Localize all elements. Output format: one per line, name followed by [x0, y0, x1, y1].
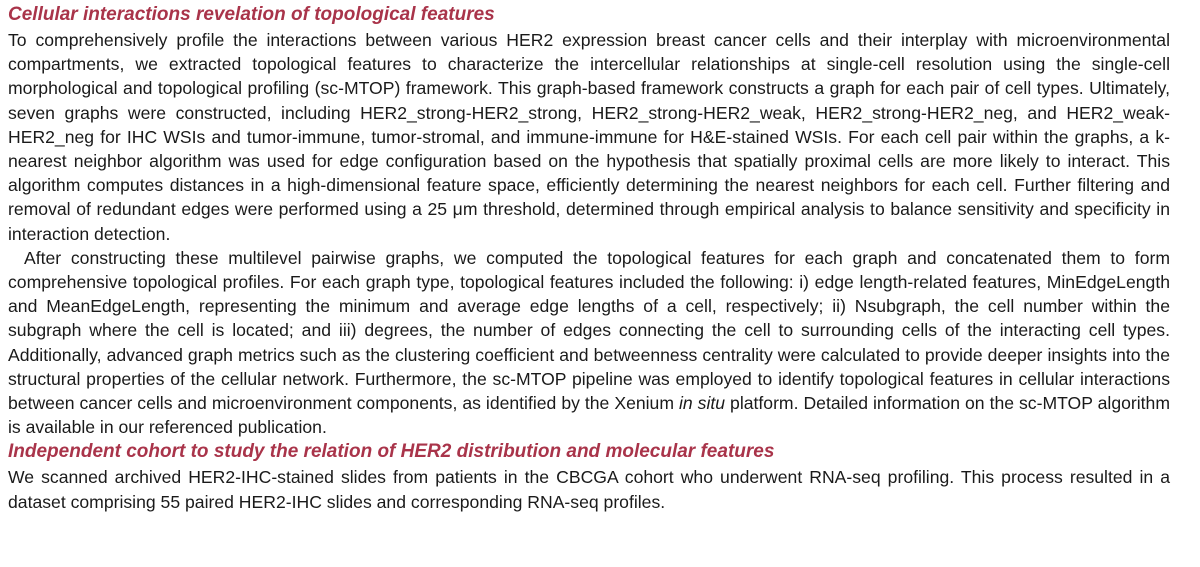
section-heading-independent-cohort: Independent cohort to study the relation of HER2 distribution and molecular features — [8, 441, 775, 463]
italic-in-situ: in situ — [678, 393, 726, 414]
paragraph-text-after-italic: platform. Detailed information on the sc-MTOP algorithm is available in our referenced publication. — [8, 393, 1170, 438]
paragraph-topological-profiles — [8, 246, 1170, 440]
section-heading-cellular-interactions: Cellular interactions revelation of topological features — [8, 4, 495, 25]
paragraph-text-before-italic: After constructing these multilevel pairwise graphs, we computed the topological features for each graph and concatenated them to form comprehensive topological profiles. For each graph type, topological features included the following: i) edge length-related features, MinEdgeLength and MeanEdgeLength, representing the minimum and average edge lengths of a cell, respectively; ii) Nsubgraph, the cell number within the subgraph where the cell is located; and iii) degrees, the number of edges connecting the cell to surrounding cells of the interacting cell types. Additionally, advanced graph metrics such as the clustering coefficient and betweenness centrality were calculated to provide deeper insights into the structural properties of the cellular network. Furthermore, the sc-MTOP pipeline was employed to identify topological features in cellular interactions between cancer cells and microenvironment components, as identified by the Xenium — [8, 247, 1170, 414]
paragraph-topological-intro: To comprehensively profile the interactions between various HER2 expression breast cancer cells and their interplay with microenvironmental compartments, we extracted topological features to characterize the intercellular relationships at single-cell resolution using the single-cell morphological and topological profiling (sc-MTOP) framework. This graph-based framework constructs a graph for each pair of cell types. Ultimately, seven graphs were constructed, including HER2_strong-HER2_strong, HER2_strong-HER2_weak, HER2_strong-HER2_neg, and HER2_weak-HER2_neg for IHC WSIs and tumor-immune, tumor-stromal, and immune-immune for H&E-stained WSIs. For each cell pair within the graphs, a k-nearest neighbor algorithm was used for edge configuration based on the hypothesis that spatially proximal cells are more likely to interact. This algorithm computes distances in a high-dimensional feature space, efficiently determining the nearest neighbors for each cell. Further filtering and removal of redundant edges were performed using a 25 μm threshold, determined through empirical analysis to balance sensitivity and specificity in interaction detection. — [8, 30, 1170, 244]
article-page — [8, 2, 1170, 514]
paragraph-cohort-description: We scanned archived HER2-IHC-stained slides from patients in the CBCGA cohort who underwent RNA-seq profiling. This process resulted in a dataset comprising 55 paired HER2-IHC slides and corresponding RNA-seq profiles. — [8, 467, 1170, 512]
